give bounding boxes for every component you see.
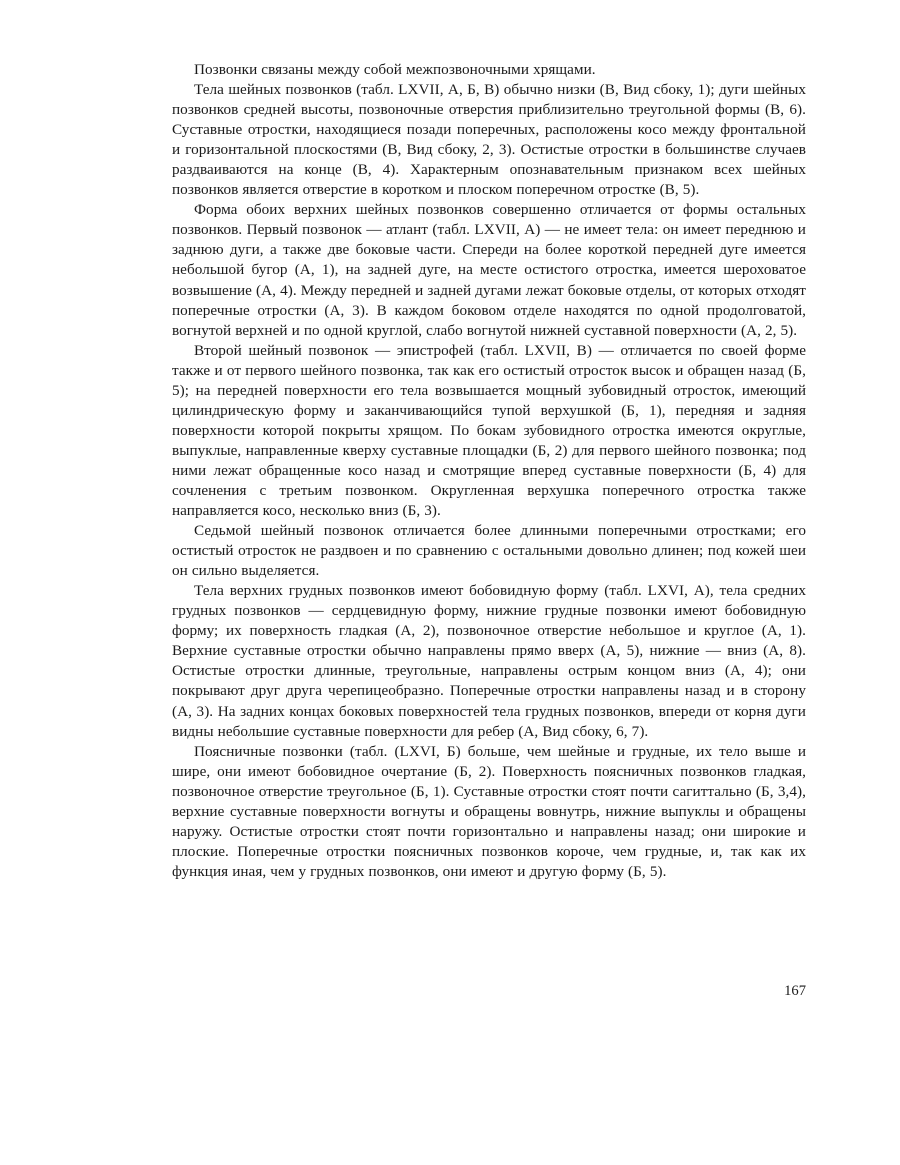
paragraph: Второй шейный позвонок — эпистрофей (табл. LXVII, В) — отличается по своей форме также и от первого шейного позвонка, так как его остистый отросток высок и обращен назад (Б, 5); на передней поверхности его тела возвышается мощный зубовидный отросток, имеющий цилиндрическую форму и заканчивающийся тупой верхушкой (Б, 1), передняя и задняя поверхности которой покрыты хрящом. По бокам зубовидного отростка имеются округлые, выпуклые, направленные кверху суставные площадки (Б, 2) для первого шейного позвонка; под ними лежат обращенные косо назад и смотрящие вперед суставные поверхности (Б, 4) для сочленения с третьим позвонком. Округленная верхушка поперечного отростка также направляется косо, несколько вниз (Б, 3). [172,341,806,520]
paragraph: Тела верхних грудных позвонков имеют бобовидную форму (табл. LXVI, А), тела средних грудных позвонков — сердцевидную форму, нижние грудные позвонки имеют бобовидную форму; их поверхность гладкая (А, 2), позвоночное отверстие небольшое и круглое (А, 1). Верхние суставные отростки обычно направлены прямо вверх (А, 5), нижние — вниз (А, 8). Остистые отростки длинные, треугольные, направлены острым концом вниз (А, 4); они покрывают друг друга черепицеобразно. Поперечные отростки направлены назад и в сторону (А, 3). На задних концах боковых поверхностей тела грудных позвонков, впереди от корня дуги видны небольшие суставные поверхности для ребер (А, Вид сбоку, 6, 7). [172,582,806,740]
paragraph: Позвонки связаны между собой межпозвоночными хрящами. [194,61,596,78]
paragraph: Седьмой шейный позвонок отличается более длинными поперечными отростками; его остистый отросток не раздвоен и по сравнению с остальными довольно длинен; под кожей шеи он сильно выделяется. [172,522,806,580]
paragraph: Тела шейных позвонков (табл. LXVII, А, Б, В) обычно низки (В, Вид сбоку, 1); дуги шейных позвонков средней высоты, позвоночные отверстия приблизительно треугольной формы (В, 6). Суставные отростки, находящиеся позади поперечных, расположены косо между фронтальной и горизонтальной плоскостями (В, Вид сбоку, 2, 3). Остистые отростки в большинстве случаев раздваиваются на конце (В, 4). Характерным опознавательным признаком всех шейных позвонков является отверстие в коротком и плоском поперечном отростке (В, 5). [172,81,806,199]
page-number: 167 [784,983,806,999]
paragraph: Форма обоих верхних шейных позвонков совершенно отличается от формы остальных позвонков. Первый позвонок — атлант (табл. LXVII, А) — не имеет тела: он имеет переднюю и заднюю дуги, а также две боковые части. Спереди на более короткой передней дуге имеется небольшой бугор (А, 1), на задней дуге, на месте остистого отростка, имеется шероховатое возвышение (А, 4). Между передней и задней дугами лежат боковые отделы, от которых отходят поперечные отростки (А, 3). В каждом боковом отделе находятся по одной продолговатой, вогнутой верхней и по одной круглой, слабо вогнутой нижней суставной поверхности (А, 2, 5). [172,201,806,339]
paragraph: Поясничные позвонки (табл. (LXVI, Б) больше, чем шейные и грудные, их тело выше и шире, они имеют бобовидное очертание (Б, 2). Поверхность поясничных позвонков гладкая, позвоночное отверстие треугольное (Б, 1). Суставные отростки стоят почти сагиттально (Б, 3,4), верхние суставные поверхности вогнуты и обращены вовнутрь, нижние выпуклы и обращены наружу. Остистые отростки стоят почти горизонтально и направлены назад; они широкие и плоские. Поперечные отростки поясничных позвонков короче, чем грудные, и, так как их функция иная, чем у грудных позвонков, они имеют и другую форму (Б, 5). [172,742,806,880]
page-text-body [172,60,806,882]
